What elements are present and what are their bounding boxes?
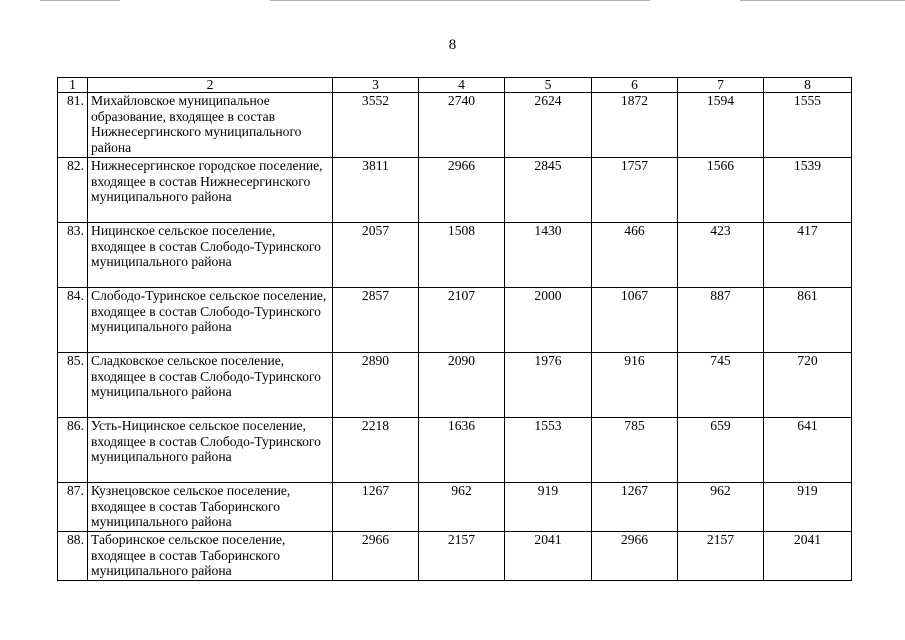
column-header: 4: [419, 78, 505, 93]
value-cell: 1267: [592, 483, 678, 532]
table-row: [58, 532, 852, 581]
value-cell: 919: [764, 483, 852, 532]
value-cell: 1267: [333, 483, 419, 532]
row-number: 83.: [58, 223, 88, 288]
value-cell: 2041: [505, 532, 592, 581]
scan-edge-mark: [40, 0, 120, 1]
column-header: 6: [592, 78, 678, 93]
value-cell: 1539: [764, 158, 852, 223]
scan-edge-mark: [270, 0, 650, 1]
value-cell: 3552: [333, 93, 419, 158]
municipality-name: Таборинское сельское поселение, входящее в состав Таборинского муниципального района: [88, 532, 333, 581]
value-cell: 2000: [505, 288, 592, 353]
row-number: 82.: [58, 158, 88, 223]
value-cell: 1976: [505, 353, 592, 418]
value-cell: 423: [678, 223, 764, 288]
value-cell: 2740: [419, 93, 505, 158]
value-cell: 2157: [419, 532, 505, 581]
table-row: [58, 353, 852, 418]
municipality-name: Кузнецовское сельское поселение, входящее в состав Таборинского муниципального района: [88, 483, 333, 532]
value-cell: 962: [678, 483, 764, 532]
value-cell: 2218: [333, 418, 419, 483]
table-row: [58, 418, 852, 483]
row-number: 87.: [58, 483, 88, 532]
value-cell: 2966: [419, 158, 505, 223]
value-cell: 641: [764, 418, 852, 483]
municipality-name: Ницинское сельское поселение, входящее в состав Слободо-Туринского муниципального района: [88, 223, 333, 288]
value-cell: 1430: [505, 223, 592, 288]
municipality-name: Михайловское муниципальное образование, входящее в состав Нижнесергинского муниципального района: [88, 93, 333, 158]
value-cell: 2107: [419, 288, 505, 353]
municipality-name: Слободо-Туринское сельское поселение, входящее в состав Слободо-Туринского муниципального района: [88, 288, 333, 353]
value-cell: 1067: [592, 288, 678, 353]
table-row: [58, 223, 852, 288]
value-cell: 2966: [333, 532, 419, 581]
value-cell: 2966: [592, 532, 678, 581]
value-cell: 2090: [419, 353, 505, 418]
value-cell: 1553: [505, 418, 592, 483]
value-cell: 785: [592, 418, 678, 483]
column-header: 8: [764, 78, 852, 93]
value-cell: 3811: [333, 158, 419, 223]
value-cell: 417: [764, 223, 852, 288]
value-cell: 1872: [592, 93, 678, 158]
table-row: [58, 158, 852, 223]
page-number: 8: [448, 37, 457, 53]
value-cell: 2624: [505, 93, 592, 158]
row-number: 86.: [58, 418, 88, 483]
value-cell: 1594: [678, 93, 764, 158]
column-header: 7: [678, 78, 764, 93]
value-cell: 861: [764, 288, 852, 353]
value-cell: 919: [505, 483, 592, 532]
value-cell: 745: [678, 353, 764, 418]
value-cell: 2057: [333, 223, 419, 288]
value-cell: 2157: [678, 532, 764, 581]
value-cell: 916: [592, 353, 678, 418]
table-row: [58, 288, 852, 353]
value-cell: 659: [678, 418, 764, 483]
value-cell: 1757: [592, 158, 678, 223]
value-cell: 466: [592, 223, 678, 288]
value-cell: 2857: [333, 288, 419, 353]
municipality-name: Нижнесергинское городское поселение, входящее в состав Нижнесергинского муниципального района: [88, 158, 333, 223]
column-header: 3: [333, 78, 419, 93]
value-cell: 2041: [764, 532, 852, 581]
municipality-name: Усть-Ницинское сельское поселение, входящее в состав Слободо-Туринского муниципального района: [88, 418, 333, 483]
municipality-name: Сладковское сельское поселение, входящее в состав Слободо-Туринского муниципального района: [88, 353, 333, 418]
value-cell: 1508: [419, 223, 505, 288]
value-cell: 2845: [505, 158, 592, 223]
value-cell: 1555: [764, 93, 852, 158]
row-number: 85.: [58, 353, 88, 418]
column-header: 5: [505, 78, 592, 93]
value-cell: 887: [678, 288, 764, 353]
value-cell: 962: [419, 483, 505, 532]
column-number-header-row: [58, 78, 852, 93]
row-number: 81.: [58, 93, 88, 158]
value-cell: 1566: [678, 158, 764, 223]
column-header: 2: [88, 78, 333, 93]
value-cell: 1636: [419, 418, 505, 483]
table-row: [58, 483, 852, 532]
column-header: 1: [58, 78, 88, 93]
row-number: 88.: [58, 532, 88, 581]
value-cell: 2890: [333, 353, 419, 418]
scan-edge-mark: [740, 0, 905, 1]
municipal-data-table: [57, 77, 852, 581]
table-row: [58, 93, 852, 158]
row-number: 84.: [58, 288, 88, 353]
value-cell: 720: [764, 353, 852, 418]
